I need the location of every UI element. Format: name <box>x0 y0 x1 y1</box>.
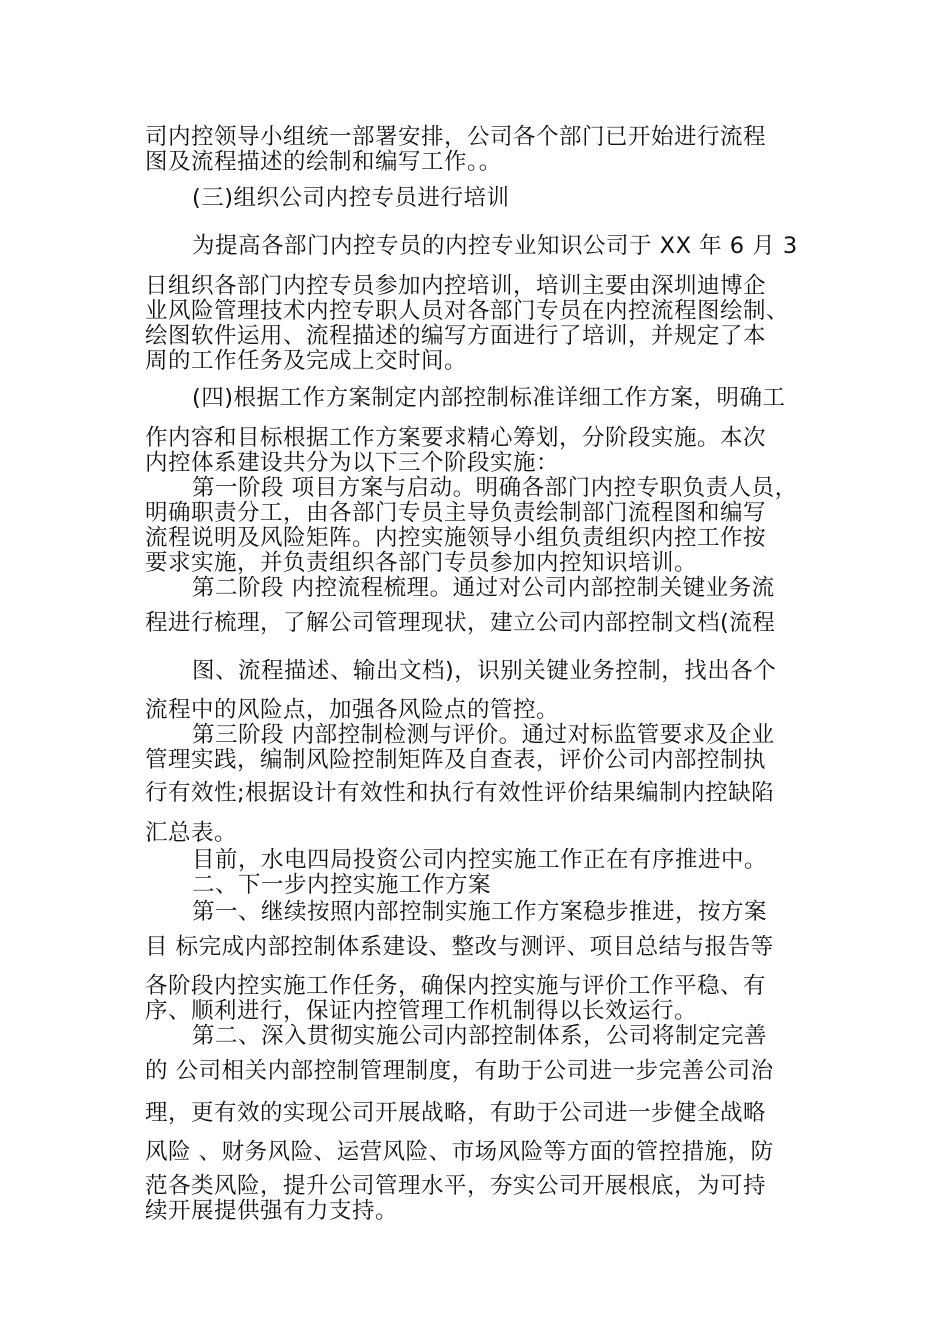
text-line: 图、流程描述、输出文档)，识别关键业务控制，找出各个 <box>192 658 777 684</box>
section-heading: 二、下一步内控实施工作方案 <box>192 872 492 898</box>
text-line: 内控体系建设共分为以下三个阶段实施： <box>145 450 560 476</box>
text-line: 要求实施，并负责组织各部门专员参加内控知识培训。 <box>145 550 698 576</box>
text-line: 程进行梳理，了解公司管理现状，建立公司内部控制文档(流程 <box>145 610 776 636</box>
text-line: 范各类风险，提升公司管理水平，夯实公司开展根底，为可持 <box>145 1173 767 1199</box>
text-line: 为提高各部门内控专员的内控专业知识公司于 XX 年 6 月 3 <box>192 233 798 259</box>
text-line: 理，更有效的实现公司开展战略，有助于公司进一步健全战略 <box>145 1100 767 1126</box>
text-line: 各阶段内控实施工作任务，确保内控实施与评价工作平稳、有 <box>145 973 767 999</box>
section-heading: (三)组织公司内控专员进行培训 <box>192 185 510 211</box>
text-line: 风险 、财务风险、运营风险、市场风险等方面的管控措施，防 <box>145 1139 774 1165</box>
text-line: 第三阶段 内部控制检测与评价。通过对标监管要求及企业 <box>192 722 775 748</box>
text-line: 行有效性;根据设计有效性和执行有效性评价结果编制内控缺陷 <box>145 780 775 806</box>
text-line: 管理实践，编制风险控制矩阵及自查表，评价公司内部控制执 <box>145 747 767 773</box>
text-line: 作内容和目标根据工作方案要求精心筹划，分阶段实施。本次 <box>145 425 767 451</box>
text-line: 周的工作任务及完成上交时间。 <box>145 348 468 374</box>
text-line: 目前，水电四局投资公司内控实施工作正在有序推进中。 <box>192 847 768 873</box>
text-line: 的 公司相关内部控制管理制度，有助于公司进一步完善公司治 <box>145 1058 774 1084</box>
text-line: 流程中的风险点，加强各风险点的管控。 <box>145 697 560 723</box>
text-line: 绘图软件运用、流程描述的编写方面进行了培训，并规定了本 <box>145 323 767 349</box>
text-line: 明确职责分工，由各部门专员主导负责绘制部门流程图和编写 <box>145 500 767 526</box>
text-line: 目 标完成内部控制体系建设、整改与测评、项目总结与报告等 <box>145 934 774 960</box>
text-line: 日组织各部门内控专员参加内控培训，培训主要由深圳迪博企 <box>145 273 767 299</box>
text-line: 业风险管理技术内控专职人员对各部门专员在内控流程图绘制、 <box>145 298 790 324</box>
text-line: 序、顺利进行，保证内控管理工作机制得以长效运行。 <box>145 998 698 1024</box>
text-line: 流程说明及风险矩阵。内控实施领导小组负责组织内控工作按 <box>145 525 767 551</box>
text-line: 第一阶段 项目方案与启动。明确各部门内控专职负责人员， <box>192 475 798 501</box>
text-line: 汇总表。 <box>145 820 238 846</box>
text-line: 第二、深入贯彻实施公司内部控制体系，公司将制定完善 <box>192 1023 768 1049</box>
section-heading: (四)根据工作方案制定内部控制标准详细工作方案，明确工 <box>192 385 786 411</box>
text-line: 司内控领导小组统一部署安排，公司各个部门已开始进行流程 <box>145 124 767 150</box>
text-line: 第二阶段 内控流程梳理。通过对公司内部控制关键业务流 <box>192 575 775 601</box>
text-line: 图及流程描述的绘制和编写工作。。 <box>145 149 502 175</box>
text-line: 第一、继续按照内部控制实施工作方案稳步推进，按方案 <box>192 899 768 925</box>
text-line: 续开展提供强有力支持。 <box>145 1198 399 1224</box>
